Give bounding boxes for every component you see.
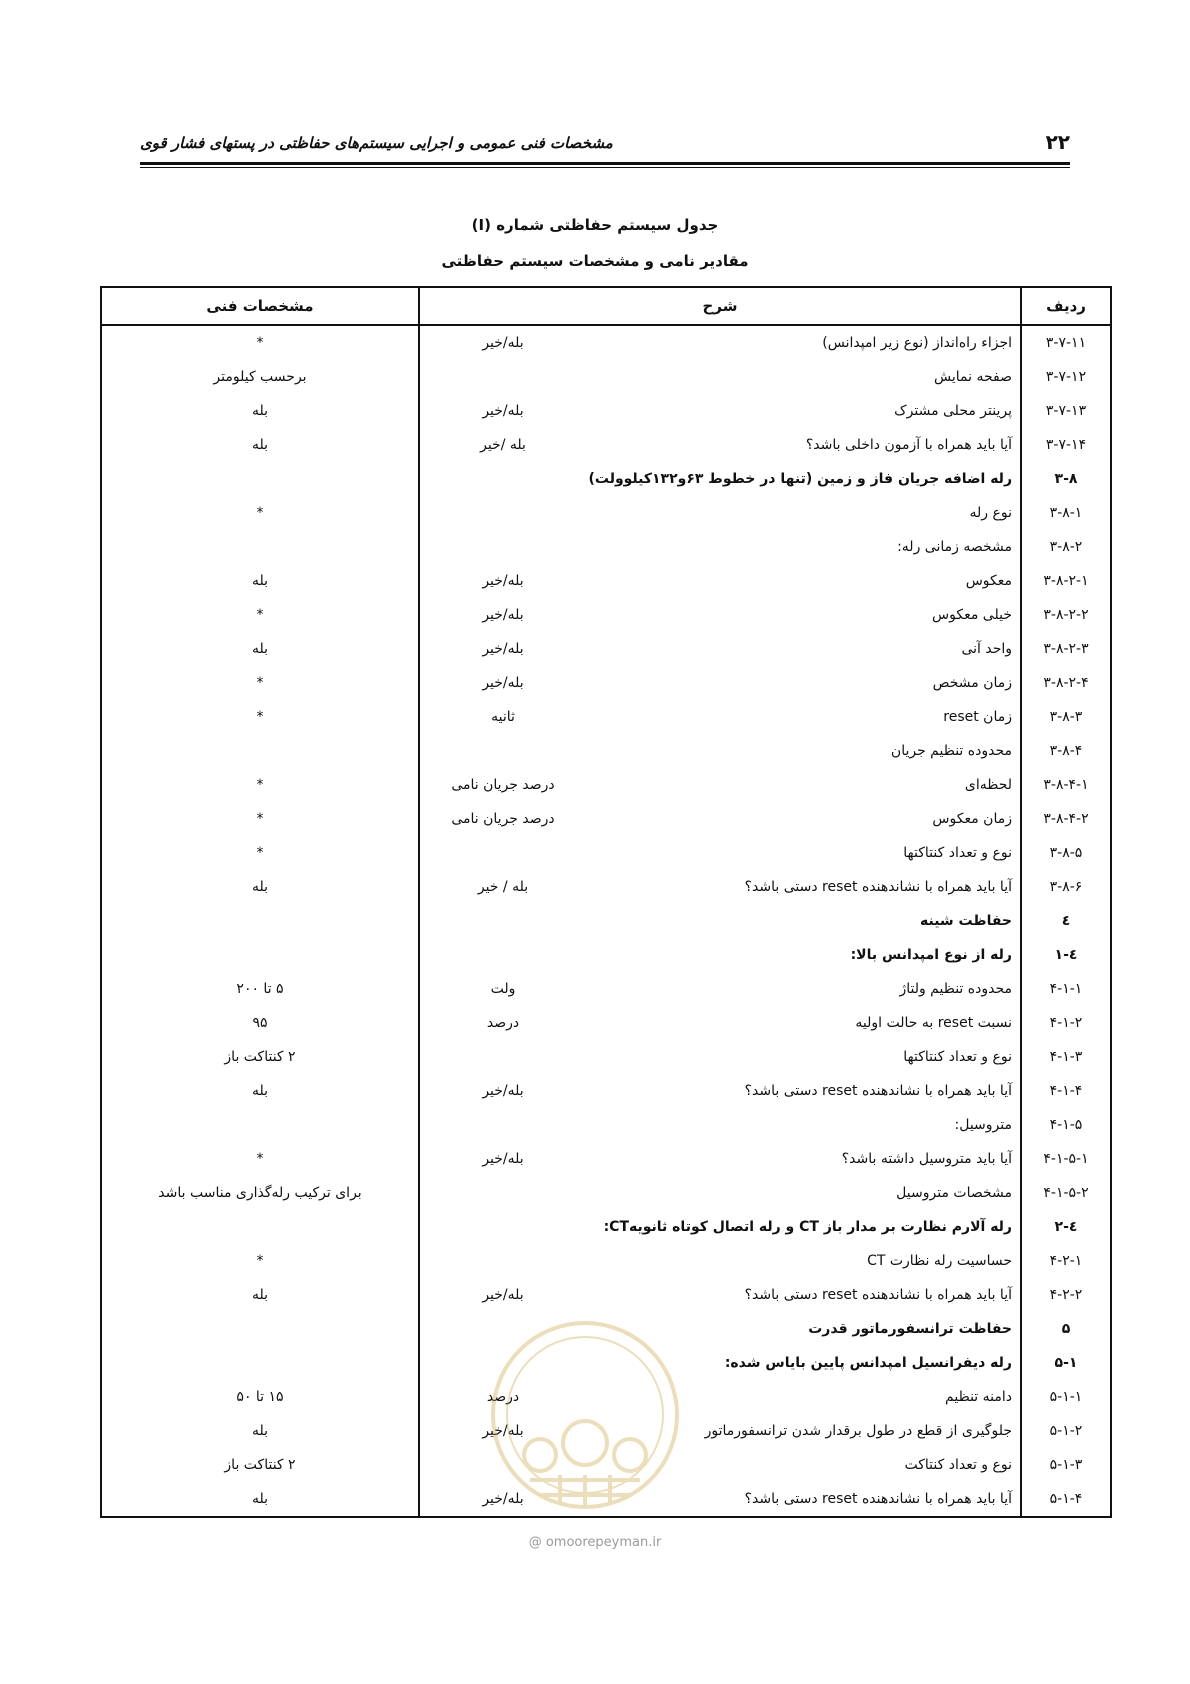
row-description-cell <box>419 1108 1021 1142</box>
table-row <box>101 666 1111 700</box>
row-description-cell <box>419 325 1021 360</box>
row-id: ۴-۱-۵ <box>1021 1108 1111 1142</box>
table-row <box>101 530 1111 564</box>
table-row <box>101 1006 1111 1040</box>
row-spec <box>101 1108 419 1142</box>
table-row <box>101 1210 1111 1244</box>
row-description: رله اضافه جریان فاز و زمین (تنها در خطوط ۶۳و۱۳۲کیلوولت) <box>588 471 1012 487</box>
row-description: واحد آنی <box>961 641 1012 657</box>
col-header-spec: مشخصات فنی <box>101 287 419 325</box>
row-description: آیا باید همراه با نشاندهنده reset دستی باشد؟ <box>744 1491 1012 1507</box>
row-id: ۴-۲-۱ <box>1021 1244 1111 1278</box>
row-description-cell <box>419 666 1021 700</box>
row-description-cell <box>419 768 1021 802</box>
row-spec: * <box>101 700 419 734</box>
row-spec <box>101 938 419 972</box>
row-description: آیا باید متروسیل داشته باشد؟ <box>841 1151 1012 1167</box>
row-description: لحظه‌ای <box>964 777 1012 793</box>
row-description: نسبت reset به حالت اولیه <box>855 1015 1012 1031</box>
row-description-cell <box>419 938 1021 972</box>
row-description-cell <box>419 462 1021 496</box>
row-description: آیا باید همراه با نشاندهنده reset دستی باشد؟ <box>744 879 1012 895</box>
running-title: مشخصات فنی عمومی و اجرایی سیستم‌های حفاظتی در پستهای فشار قوی <box>140 134 613 152</box>
table-row <box>101 802 1111 836</box>
row-id: ۳-۸-۲-۱ <box>1021 564 1111 598</box>
row-description: آیا باید همراه با نشاندهنده reset دستی باشد؟ <box>744 1287 1012 1303</box>
row-description: معکوس <box>965 573 1012 589</box>
row-id: ۴-۱-۵-۲ <box>1021 1176 1111 1210</box>
row-unit: بله/خیر <box>482 335 524 351</box>
row-id: ۵-۱-۴ <box>1021 1482 1111 1517</box>
row-unit: بله /خیر <box>480 437 526 453</box>
row-description: اجزاء راه‌انداز (نوع زیر امپدانس) <box>822 335 1012 351</box>
row-unit: بله/خیر <box>482 641 524 657</box>
row-id: ٤ <box>1021 904 1111 938</box>
row-description: پرینتر محلی مشترک <box>894 403 1012 419</box>
row-spec: * <box>101 836 419 870</box>
row-description: زمان مشخص <box>932 675 1012 691</box>
row-description-cell <box>419 734 1021 768</box>
table-title: جدول سیستم حفاظتی شماره (I) <box>471 216 719 234</box>
table-row <box>101 1074 1111 1108</box>
row-spec <box>101 1312 419 1346</box>
row-id: ۵-۱-۲ <box>1021 1414 1111 1448</box>
row-description: رله از نوع امپدانس بالا: <box>850 947 1012 963</box>
website-text: omoorepeyman.ir <box>545 1535 662 1550</box>
row-id: ۴-۱-۱ <box>1021 972 1111 1006</box>
table-row <box>101 325 1111 360</box>
row-unit: بله/خیر <box>482 403 524 419</box>
watermark-logo <box>470 1315 700 1525</box>
row-description-cell <box>419 394 1021 428</box>
row-description-cell <box>419 870 1021 904</box>
header-rule-thin <box>140 167 1070 168</box>
row-id: ۳-۸-۲-۴ <box>1021 666 1111 700</box>
row-description: نوع و تعداد کنتاکت <box>904 1457 1012 1473</box>
table-row <box>101 564 1111 598</box>
row-spec: بله <box>101 1278 419 1312</box>
row-description: آیا باید همراه با نشاندهنده reset دستی باشد؟ <box>744 1083 1012 1099</box>
row-description: محدوده تنظیم جریان <box>890 743 1012 759</box>
row-unit: درصد جریان نامی <box>451 777 555 793</box>
row-description: صفحه نمایش <box>934 369 1012 385</box>
row-spec: ۱۵ تا ۵۰ <box>101 1380 419 1414</box>
row-id: ۳-۸-۲ <box>1021 530 1111 564</box>
table-row <box>101 1142 1111 1176</box>
row-spec: ۲ کنتاکت باز <box>101 1040 419 1074</box>
row-description: مشخصه زمانی رله: <box>897 539 1012 555</box>
row-description-cell <box>419 598 1021 632</box>
row-spec: بله <box>101 394 419 428</box>
page-header <box>140 126 1070 166</box>
row-id: ۳-۸-۶ <box>1021 870 1111 904</box>
table-row <box>101 700 1111 734</box>
table-subtitle: مقادیر نامی و مشخصات سیستم حفاظتی <box>441 252 749 270</box>
row-description-cell <box>419 1074 1021 1108</box>
row-unit: بله/خیر <box>482 573 524 589</box>
row-description: خیلی معکوس <box>932 607 1012 623</box>
row-spec <box>101 734 419 768</box>
row-description-cell <box>419 972 1021 1006</box>
row-spec: * <box>101 666 419 700</box>
table-row <box>101 938 1111 972</box>
row-description-cell <box>419 1210 1021 1244</box>
row-id: ۳-۷-۱۲ <box>1021 360 1111 394</box>
row-description-cell <box>419 530 1021 564</box>
row-description: نوع رله <box>969 505 1012 521</box>
row-spec <box>101 1346 419 1380</box>
row-id: ۴-۱-۲ <box>1021 1006 1111 1040</box>
table-row <box>101 1108 1111 1142</box>
row-id: ۴-۱-۳ <box>1021 1040 1111 1074</box>
table-row <box>101 496 1111 530</box>
row-spec: ۵ تا ۲۰۰ <box>101 972 419 1006</box>
row-spec: * <box>101 768 419 802</box>
row-id: ٤-۲ <box>1021 1210 1111 1244</box>
table-row <box>101 360 1111 394</box>
table-row <box>101 598 1111 632</box>
row-description: رله آلارم نظارت بر مدار باز CT و رله اتصال کوتاه ثانویهCT: <box>603 1219 1012 1235</box>
row-unit: بله/خیر <box>482 1423 524 1439</box>
row-description: جلوگیری از قطع در طول برقدار شدن ترانسفورماتور <box>704 1423 1012 1439</box>
table-row <box>101 836 1111 870</box>
row-id: ۳-۸-۴-۲ <box>1021 802 1111 836</box>
row-spec: ۹۵ <box>101 1006 419 1040</box>
row-spec: * <box>101 325 419 360</box>
row-spec: * <box>101 598 419 632</box>
row-spec: * <box>101 802 419 836</box>
row-description: آیا باید همراه با آزمون داخلی باشد؟ <box>805 437 1012 453</box>
row-description: رله دیفرانسیل امپدانس پایین بایاس شده: <box>724 1355 1012 1371</box>
row-description-cell <box>419 360 1021 394</box>
row-spec <box>101 1210 419 1244</box>
website-watermark: @ omoorepeyman.ir <box>528 1535 662 1550</box>
row-description-cell <box>419 632 1021 666</box>
row-id: ٤-۱ <box>1021 938 1111 972</box>
row-description-cell <box>419 700 1021 734</box>
table-row <box>101 428 1111 462</box>
table-row <box>101 1278 1111 1312</box>
row-unit: بله/خیر <box>482 607 524 623</box>
row-unit: بله/خیر <box>482 1287 524 1303</box>
row-description-cell <box>419 1142 1021 1176</box>
row-description: زمان reset <box>943 709 1012 725</box>
row-unit: بله / خیر <box>477 879 529 895</box>
row-id: ۳-۷-۱۱ <box>1021 325 1111 360</box>
row-id: ۳-۸-۵ <box>1021 836 1111 870</box>
row-id: ۳-۷-۱۴ <box>1021 428 1111 462</box>
row-spec: برای ترکیب رله‌گذاری مناسب باشد <box>101 1176 419 1210</box>
row-description-cell <box>419 1006 1021 1040</box>
row-description-cell <box>419 802 1021 836</box>
row-id: ۵ <box>1021 1312 1111 1346</box>
row-unit: بله/خیر <box>482 1083 524 1099</box>
table-row <box>101 972 1111 1006</box>
row-description: حساسیت رله نظارت CT <box>867 1253 1012 1269</box>
row-description-cell <box>419 1244 1021 1278</box>
row-id: ۳-۸-۴-۱ <box>1021 768 1111 802</box>
row-id: ۳-۸-۱ <box>1021 496 1111 530</box>
row-description: دامنه تنظیم <box>945 1389 1012 1405</box>
row-id: ۳-۸-۴ <box>1021 734 1111 768</box>
row-description-cell <box>419 1176 1021 1210</box>
row-description: محدوده تنظیم ولتاژ <box>899 981 1012 997</box>
row-id: ۴-۱-۴ <box>1021 1074 1111 1108</box>
row-spec: بله <box>101 870 419 904</box>
row-unit: ولت <box>490 981 516 997</box>
row-description-cell <box>419 564 1021 598</box>
header-rule <box>140 162 1070 165</box>
row-id: ۳-۸-۳ <box>1021 700 1111 734</box>
col-header-id: ردیف <box>1021 287 1111 325</box>
row-spec: * <box>101 496 419 530</box>
table-row <box>101 904 1111 938</box>
table-row <box>101 870 1111 904</box>
table-row <box>101 1244 1111 1278</box>
table-row <box>101 1040 1111 1074</box>
row-description-cell <box>419 904 1021 938</box>
row-id: ۵-۱-۱ <box>1021 1380 1111 1414</box>
row-unit: درصد <box>486 1389 520 1405</box>
row-unit: درصد جریان نامی <box>451 811 555 827</box>
table-header-row <box>101 287 1111 325</box>
row-description: نوع و تعداد کنتاکتها <box>903 1049 1012 1065</box>
row-spec: ۲ کنتاکت باز <box>101 1448 419 1482</box>
row-spec: بله <box>101 564 419 598</box>
row-description-cell <box>419 1040 1021 1074</box>
row-spec: بله <box>101 1074 419 1108</box>
row-spec <box>101 904 419 938</box>
row-id: ۴-۱-۵-۱ <box>1021 1142 1111 1176</box>
row-id: ۳-۸ <box>1021 462 1111 496</box>
row-spec <box>101 530 419 564</box>
row-spec: بله <box>101 428 419 462</box>
table-row <box>101 1176 1111 1210</box>
row-id: ۵-۱ <box>1021 1346 1111 1380</box>
table-row <box>101 462 1111 496</box>
row-description-cell <box>419 496 1021 530</box>
row-id: ۳-۷-۱۳ <box>1021 394 1111 428</box>
row-spec: * <box>101 1142 419 1176</box>
row-description-cell <box>419 1278 1021 1312</box>
row-id: ۴-۲-۲ <box>1021 1278 1111 1312</box>
table-row <box>101 734 1111 768</box>
page-number: ۲۲ <box>1045 130 1070 154</box>
row-spec: بله <box>101 632 419 666</box>
row-description-cell <box>419 428 1021 462</box>
row-id: ۳-۸-۲-۳ <box>1021 632 1111 666</box>
table-row <box>101 632 1111 666</box>
row-description: متروسیل: <box>954 1117 1012 1133</box>
row-unit: ثانیه <box>491 709 515 725</box>
row-description: حفاظت ترانسفورماتور قدرت <box>808 1321 1012 1337</box>
row-id: ۳-۸-۲-۲ <box>1021 598 1111 632</box>
row-description: نوع و تعداد کنتاکتها <box>903 845 1012 861</box>
row-description: زمان معکوس <box>932 811 1012 827</box>
row-spec: بله <box>101 1414 419 1448</box>
row-spec: * <box>101 1244 419 1278</box>
row-description-cell <box>419 836 1021 870</box>
row-description: مشخصات متروسیل <box>896 1185 1012 1201</box>
table-row <box>101 394 1111 428</box>
row-unit: بله/خیر <box>482 1491 524 1507</box>
row-description: حفاظت شینه <box>920 913 1012 929</box>
col-header-desc: شرح <box>419 287 1021 325</box>
row-id: ۵-۱-۳ <box>1021 1448 1111 1482</box>
row-spec: برحسب کیلومتر <box>101 360 419 394</box>
row-unit: درصد <box>486 1015 520 1031</box>
row-unit: بله/خیر <box>482 1151 524 1167</box>
table-row <box>101 768 1111 802</box>
row-spec: بله <box>101 1482 419 1517</box>
row-spec <box>101 462 419 496</box>
row-unit: بله/خیر <box>482 675 524 691</box>
